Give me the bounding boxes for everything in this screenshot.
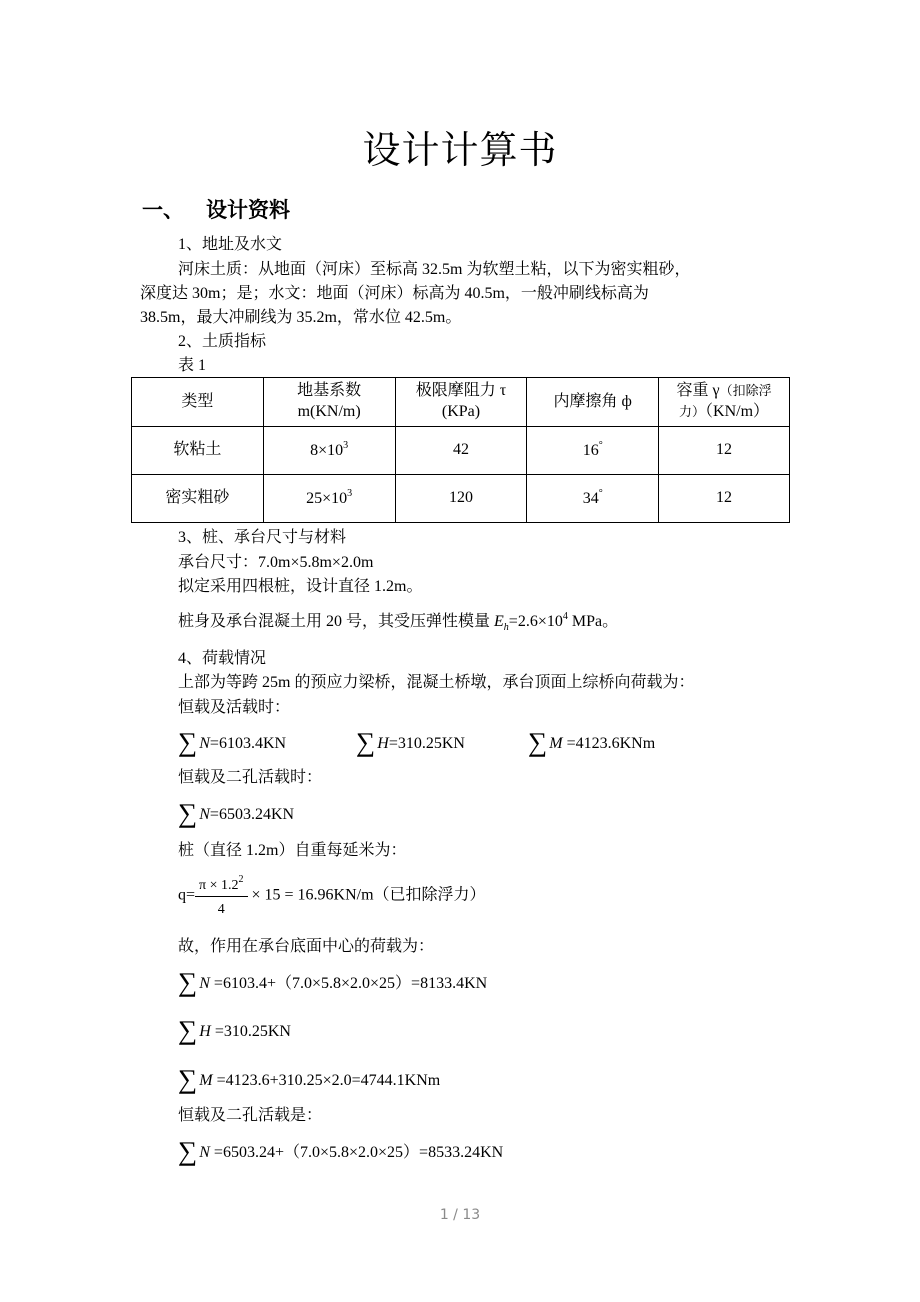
header-text: （扣除浮 (719, 383, 772, 399)
subsection-heading-3: 3、桩、承台尺寸与材料 (178, 529, 347, 546)
formula-sum-h (178, 1017, 291, 1044)
fraction-numerator (195, 875, 247, 897)
formula-value: =6103.4+（7.0×5.8×2.0×25）=8133.4KN (209, 975, 488, 992)
math-variable: E (494, 613, 504, 630)
subsection-heading-1: 1、地址及水文 (178, 236, 283, 253)
paragraph-line: 拟定采用四根桩，设计直径 1.2m。 (178, 578, 423, 595)
formula-value: =6503.24+（7.0×5.8×2.0×25）=8533.24KN (209, 1144, 504, 1161)
cell-m (263, 475, 395, 523)
cell-gamma: 12 (659, 475, 790, 523)
cell-m (263, 427, 395, 475)
formula-sum-n (178, 1138, 503, 1165)
formula-sum-n (178, 800, 294, 827)
math-exponent: 2 (238, 874, 244, 885)
header-text: 极限摩阻力 τ (415, 382, 507, 400)
document-title: 设计计算书 (362, 130, 558, 172)
math-variable: N (199, 1144, 210, 1161)
sigma-symbol: ∑ (528, 727, 548, 757)
page-number: 1 / 13 (439, 1207, 481, 1223)
line-text: MPa。 (567, 613, 619, 630)
header-text: m(KN/m) (297, 403, 361, 420)
header-text: （KN/m） (705, 403, 770, 420)
header-cell-friction (395, 378, 527, 427)
sigma-symbol: ∑ (178, 1136, 198, 1166)
formula-sum-n (178, 729, 286, 756)
formula-value: =4123.6+310.25×2.0=4744.1KNm (212, 1072, 441, 1089)
formula-sum-h (356, 729, 465, 756)
header-text: 容重 γ (676, 382, 720, 400)
paragraph-line: 故，作用在承台底面中心的荷载为： (178, 938, 435, 955)
formula-value: =310.25KN (210, 1023, 291, 1040)
cell-text: 34 (582, 490, 599, 508)
subsection-heading-4: 4、荷载情况 (178, 650, 267, 667)
formula-text: π × 1.2 (199, 878, 239, 893)
header-text: (KPa) (441, 403, 481, 420)
paragraph-line: 恒载及活载时： (178, 699, 291, 716)
math-variable: M (549, 735, 563, 752)
paragraph-line: 桩（直径 1.2m）自重每延米为： (178, 842, 407, 859)
table-header-row (132, 378, 790, 427)
paragraph-line: 38.5m，最大冲刷线为 35.2m，常水位 42.5m。 (140, 309, 462, 326)
header-cell-type: 类型 (132, 378, 264, 427)
formula-value: =4123.6KNm (562, 735, 656, 752)
paragraph-line: 恒载及二孔活载时： (178, 769, 323, 786)
math-variable: N (199, 806, 210, 823)
cell-tau: 42 (395, 427, 527, 475)
formula-sum-n (178, 969, 487, 996)
table-row (132, 475, 790, 523)
cell-exponent: 3 (343, 440, 349, 452)
sigma-symbol: ∑ (178, 1015, 198, 1045)
formula-sum-m (528, 729, 655, 756)
section-number: 一、 (142, 198, 184, 222)
formula-value: =310.25KN (388, 735, 465, 752)
subsection-heading-2: 2、土质指标 (178, 333, 267, 350)
formula-value: =6503.24KN (209, 806, 295, 823)
cell-gamma: 12 (659, 427, 790, 475)
formula-value: =6103.4KN (209, 735, 287, 752)
paragraph-line: 河床土质：从地面（河床）至标高 32.5m 为软塑土粘，以下为密实粗砂， (178, 261, 691, 278)
table-row (132, 427, 790, 475)
formula-text: × 15 = 16.96KN/m（已扣除浮力） (247, 886, 486, 904)
degree-symbol: ° (598, 488, 603, 500)
cell-text: 8×10 (310, 442, 344, 460)
cell-text: 16 (582, 442, 599, 460)
formula-text: q= (178, 886, 196, 904)
header-cell-unit-weight (659, 378, 790, 427)
fraction (195, 875, 247, 917)
cell-phi (527, 427, 659, 475)
paragraph-line: 承台尺寸：7.0m×5.8m×2.0m (178, 554, 374, 571)
line-text: 桩身及承台混凝土用 20 号，其受压弹性模量 (178, 613, 495, 630)
cell-text: 25×10 (306, 490, 348, 508)
header-text: 地基系数 (297, 382, 362, 400)
sigma-symbol: ∑ (356, 727, 376, 757)
modulus-line (178, 612, 618, 633)
fraction-denominator: 4 (217, 902, 225, 917)
cell-tau: 120 (395, 475, 527, 523)
sigma-symbol: ∑ (178, 798, 198, 828)
soil-properties-table (131, 377, 790, 523)
paragraph-line: 深度达 30m；是；水文：地面（河床）标高为 40.5m，一般冲刷线标高为 (140, 285, 649, 302)
math-variable: H (199, 1023, 211, 1040)
header-cell-subgrade-coefficient (263, 378, 395, 427)
formula-self-weight (178, 875, 486, 917)
cell-exponent: 3 (347, 488, 353, 500)
paragraph-line: 上部为等跨 25m 的预应力梁桥，混凝土桥墩，承台顶面上综桥向荷载为： (178, 674, 695, 691)
sigma-symbol: ∑ (178, 967, 198, 997)
formula-sum-m (178, 1066, 440, 1093)
header-cell-friction-angle: 内摩擦角 ф (527, 378, 659, 427)
header-text: 力） (679, 404, 706, 419)
math-variable: N (199, 975, 210, 992)
math-subscript: h (503, 622, 509, 633)
math-exponent: 4 (562, 611, 568, 622)
math-variable: M (199, 1072, 213, 1089)
cell-phi (527, 475, 659, 523)
math-variable: H (377, 735, 389, 752)
table-caption: 表 1 (178, 357, 207, 374)
line-text: =2.6×10 (508, 613, 563, 630)
section-title: 设计资料 (206, 198, 290, 222)
cell-type: 软粘土 (132, 427, 264, 475)
paragraph-line: 恒载及二孔活载是： (178, 1107, 323, 1124)
sigma-symbol: ∑ (178, 1064, 198, 1094)
cell-type: 密实粗砂 (132, 475, 264, 523)
sigma-symbol: ∑ (178, 727, 198, 757)
degree-symbol: ° (598, 440, 603, 452)
math-variable: N (199, 735, 210, 752)
